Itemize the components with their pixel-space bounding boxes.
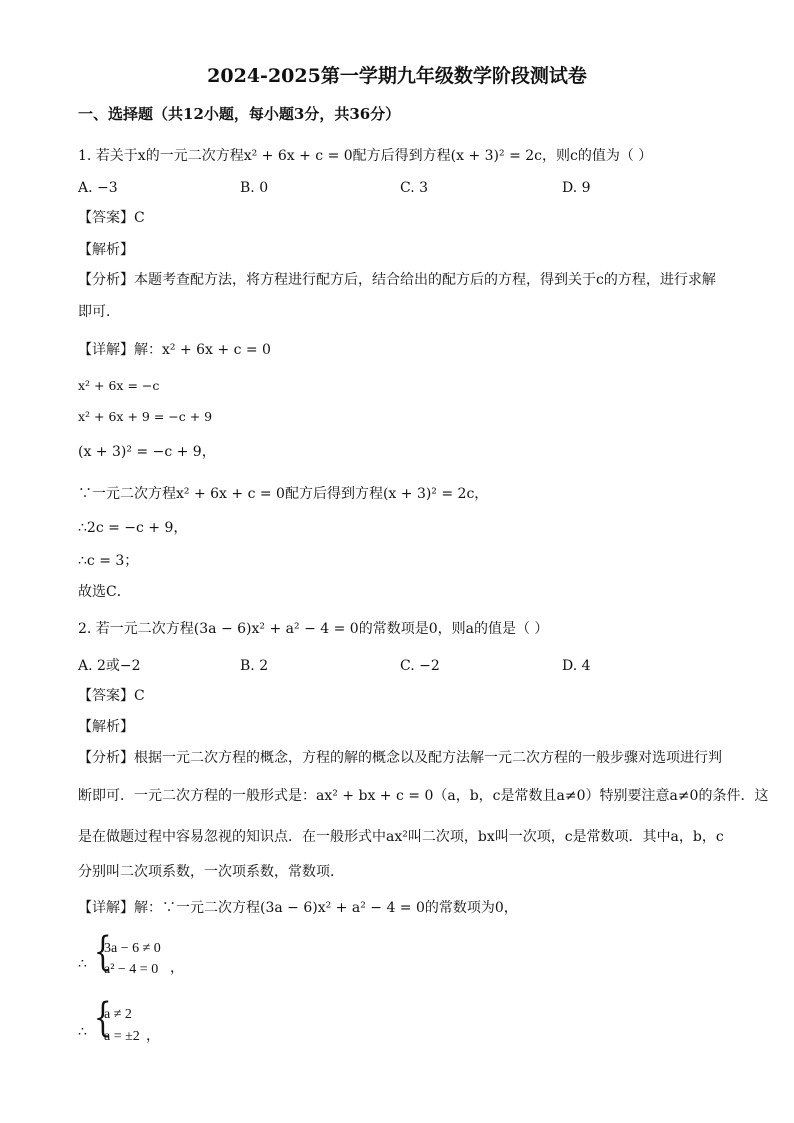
brace-icon: { <box>93 995 112 1041</box>
system2-row2: a = ±2 <box>104 1029 140 1044</box>
q1-step-3: (x + 3)² = −c + 9， <box>78 444 216 460</box>
q1-option-b: B. 0 <box>240 180 269 196</box>
q1-step-1: x² + 6x = −c <box>78 378 160 393</box>
q1-step-6: ∴c = 3； <box>78 553 139 569</box>
q1-detail-head: 【详解】解：x² + 6x + c = 0 <box>78 342 271 358</box>
q2-detail-head: 【详解】解：∵一元二次方程(3a − 6)x² + a² − 4 = 0的常数项为0， <box>78 900 518 916</box>
system1-row1: 3a − 6 ≠ 0 <box>104 941 161 956</box>
q1-step-4: ∵一元二次方程x² + 6x + c = 0配方后得到方程(x + 3)² = 2c， <box>78 486 489 502</box>
q2-answer: 【答案】C <box>78 688 145 704</box>
system2-tail: ， <box>146 1028 160 1044</box>
q1-step-5: ∴2c = −c + 9， <box>78 520 188 536</box>
q1-step-7: 故选C． <box>78 584 131 600</box>
q2-analysis-tag: 【解析】 <box>78 719 134 735</box>
q2-option-a: A. 2或−2 <box>78 658 141 674</box>
q2-stem: 2. 若一元二次方程(3a − 6)x² + a² − 4 = 0的常数项是0，则a的值是（ ） <box>78 621 549 637</box>
system1-row2: a² − 4 = 0 <box>104 962 159 977</box>
q2-option-d: D. 4 <box>562 658 591 674</box>
q1-option-a: A. −3 <box>78 180 118 196</box>
q1-option-c: C. 3 <box>400 180 429 196</box>
q2-fenxi-line2: 断即可．一元二次方程的一般形式是：ax² + bx + c = 0（a，b，c是常数且a≠0）特别要注意a≠0的条件．这 <box>78 788 769 804</box>
q1-step-2: x² + 6x + 9 = −c + 9 <box>78 409 213 424</box>
q1-answer: 【答案】C <box>78 210 145 226</box>
q1-fenxi-line1: 【分析】本题考查配方法，将方程进行配方后，结合给出的配方后的方程，得到关于c的方程，进行求解 <box>78 272 716 288</box>
system2-row1: a ≠ 2 <box>104 1007 132 1022</box>
q2-fenxi-line4: 分别叫二次项系数，一次项系数，常数项． <box>78 864 344 880</box>
q1-analysis-tag: 【解析】 <box>78 242 134 258</box>
therefore-symbol-2: ∴ <box>78 1024 87 1040</box>
q2-option-b: B. 2 <box>240 658 269 674</box>
page-title: 2024-2025第一学期九年级数学阶段测试卷 <box>207 65 587 87</box>
q2-fenxi-line1: 【分析】根据一元二次方程的概念，方程的解的概念以及配方法解一元二次方程的一般步骤对选项进行判 <box>78 750 722 766</box>
q1-stem: 1. 若关于x的一元二次方程x² + 6x + c = 0配方后得到方程(x + 3)² = 2c，则c的值为（ ） <box>78 148 653 164</box>
q2-fenxi-line3: 是在做题过程中容易忽视的知识点．在一般形式中ax²叫二次项，bx叫一次项，c是常数项．其中a，b，c <box>78 829 724 845</box>
system1-tail: ， <box>170 960 184 976</box>
equation-system-1 <box>90 929 210 980</box>
brace-icon: { <box>93 929 112 975</box>
q2-option-c: C. −2 <box>400 658 440 674</box>
therefore-symbol-1: ∴ <box>78 956 87 972</box>
section-heading: 一、选择题（共12小题，每小题3分，共36分） <box>78 105 401 123</box>
q1-option-d: D. 9 <box>562 180 591 196</box>
q1-fenxi-line2: 即可． <box>78 304 120 320</box>
